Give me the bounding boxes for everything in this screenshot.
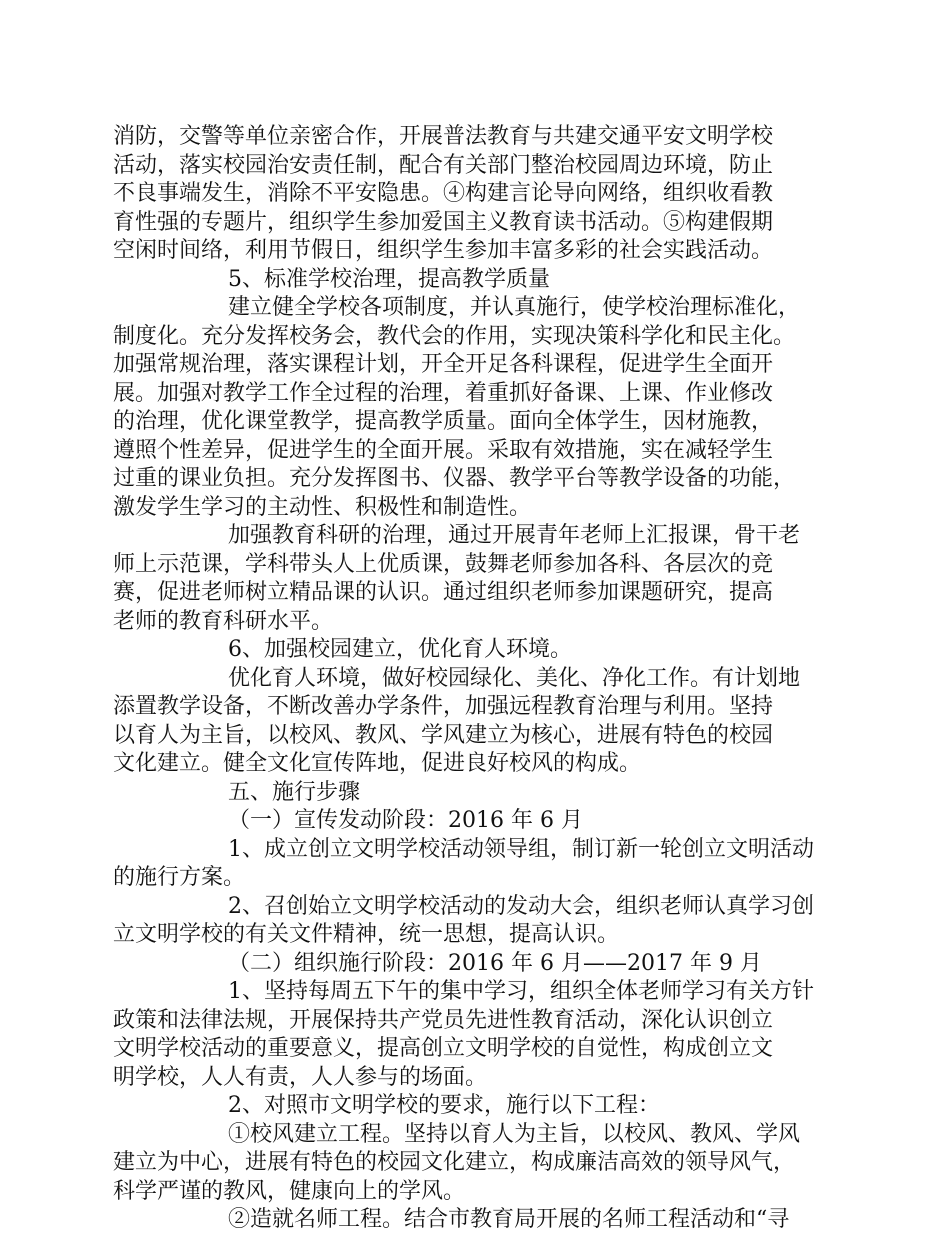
document-line: 空闲时间络，利用节假日，组织学生参加丰富多彩的社会实践活动。 (113, 238, 774, 263)
document-line: 立文明学校的有关文件精神，统一思想，提高认识。 (113, 922, 620, 947)
document-line: 政策和法律法规，开展保持共产党员先进性教育活动，深化认识创立 (113, 1007, 774, 1033)
document-line: 的施行方案。 (113, 865, 246, 890)
document-line: （二）组织施行阶段：2016 年 6 月——2017 年 9 月 (228, 950, 762, 976)
document-line: 以育人为主旨，以校风、教风、学风建立为核心，进展有特色的校园 (113, 722, 774, 748)
document-line: 文明学校活动的重要意义，提高创立文明学校的自觉性，构成创立文 (113, 1036, 774, 1061)
document-line: 赛，促进老师树立精品课的认识。通过组织老师参加课题研究，提高 (113, 580, 774, 605)
document-line: 加强常规治理，落实课程计划，开全开足各科课程，促进学生全面开 (113, 352, 774, 377)
document-line: 1、成立创立文明学校活动领导组，制订新一轮创立文明活动 (228, 836, 814, 862)
document-line: 6、加强校园建立，优化育人环境。 (228, 637, 572, 662)
document-line: 2、召创始立文明学校活动的发动大会，组织老师认真学习创 (228, 893, 814, 919)
document-line: 文化建立。健全文化宣传阵地，促进良好校风的构成。 (113, 751, 642, 776)
document-line: 过重的课业负担。充分发挥图书、仪器、教学平台等教学设备的功能， (113, 466, 796, 491)
document-line: 五、施行步骤 (228, 779, 361, 805)
document-line: ②造就名师工程。结合市教育局开展的名师工程活动和“寻 (228, 1207, 790, 1232)
document-line: 5、标准学校治理，提高教学质量 (228, 266, 550, 292)
document-body (113, 123, 825, 1235)
document-line: 科学严谨的教风，健康向上的学风。 (113, 1178, 466, 1204)
document-line: 老师的教育科研水平。 (113, 608, 334, 634)
document-line: 遵照个性差异，促进学生的全面开展。采取有效措施，实在减轻学生 (113, 437, 774, 463)
document-line: 加强教育科研的治理，通过开展青年老师上汇报课，骨干老 (228, 523, 801, 548)
document-line: 活动，落实校园治安责任制，配合有关部门整治校园周边环境，防止 (113, 152, 774, 178)
document-line: 2、对照市文明学校的要求，施行以下工程： (228, 1093, 660, 1118)
document-line: 育性强的专题片，组织学生参加爱国主义教育读书活动。⑤构建假期 (113, 209, 774, 235)
document-line: 的治理，优化课堂教学，提高教学质量。面向全体学生，因材施教， (113, 409, 774, 434)
document-line: 不良事端发生，消除不平安隐患。④构建言论导向网络，组织收看教 (113, 181, 774, 206)
document-line: 建立为中心，进展有特色的校园文化建立，构成廉洁高效的领导风气， (113, 1150, 796, 1175)
document-line: 添置教学设备，不断改善办学条件，加强远程教育治理与利用。坚持 (113, 694, 774, 719)
document-line: （一）宣传发动阶段：2016 年 6 月 (228, 808, 583, 833)
document-line: 激发学生学习的主动性、积极性和制造性。 (113, 494, 532, 520)
document-line: 明学校，人人有责，人人参与的场面。 (113, 1064, 488, 1090)
document-line: 展。加强对教学工作全过程的治理，着重抓好备课、上课、作业修改 (113, 380, 774, 406)
document-line: 师上示范课，学科带头人上优质课，鼓舞老师参加各科、各层次的竞 (113, 551, 774, 577)
document-line: 制度化。充分发挥校务会，教代会的作用，实现决策科学化和民主化。 (113, 323, 796, 349)
document-line: ①校风建立工程。坚持以育人为主旨，以校风、教风、学风 (228, 1121, 801, 1147)
document-line: 优化育人环境，做好校园绿化、美化、净化工作。有计划地 (228, 665, 801, 691)
document-line: 建立健全学校各项制度，并认真施行，使学校治理标准化， (228, 295, 801, 320)
document-line: 消防，交警等单位亲密合作，开展普法教育与共建交通平安文明学校 (113, 124, 774, 149)
document-line: 1、坚持每周五下午的集中学习，组织全体老师学习有关方针 (228, 979, 814, 1004)
